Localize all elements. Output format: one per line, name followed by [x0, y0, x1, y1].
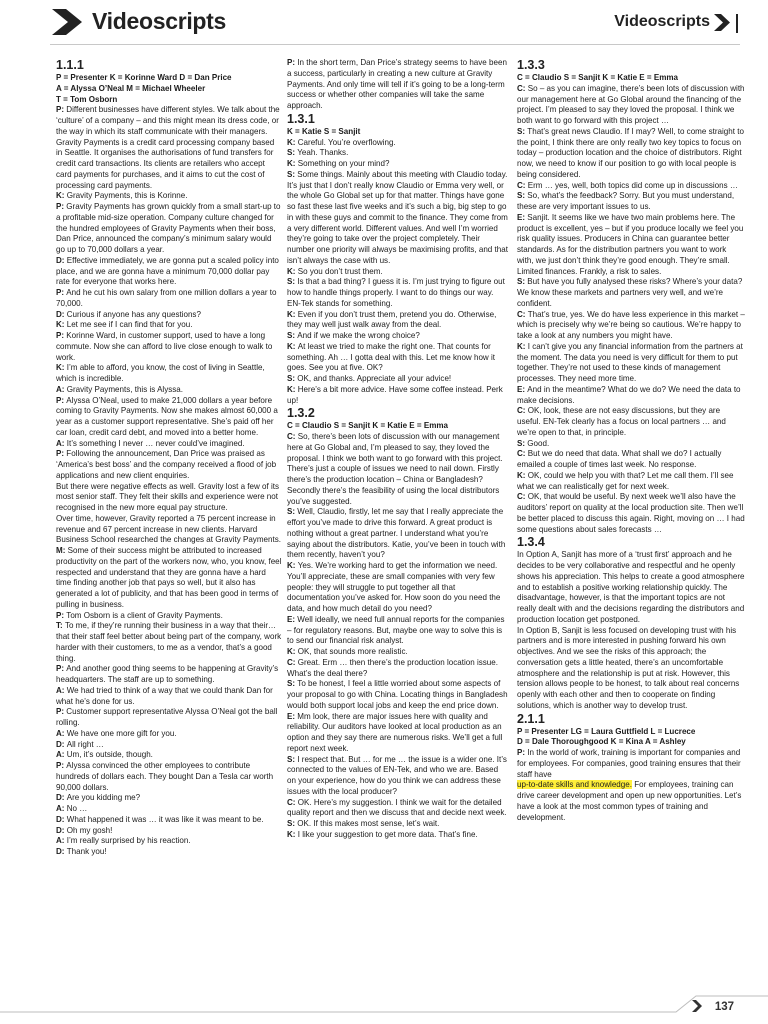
- speaker-label: P:: [56, 707, 67, 717]
- speaker-label: K:: [517, 341, 528, 351]
- cast-list: P = Presenter K = Korinne Ward D = Dan Price: [56, 73, 232, 82]
- speaker-label: P:: [517, 748, 528, 757]
- speaker-line: A: We have one more gift for you.: [56, 728, 177, 738]
- speaker-line: K: At least we tried to make the right one. That counts for something. Ah … I gotta deal with this. Let me know how it goes. See you at five. OK?: [287, 341, 495, 373]
- speaker-label: S:: [287, 819, 298, 828]
- speaker-label: P:: [56, 610, 67, 620]
- speaker-label: K:: [287, 829, 298, 839]
- speaker-label: D:: [56, 825, 67, 835]
- speaker-label: P:: [56, 449, 67, 459]
- speaker-label: S:: [287, 277, 298, 287]
- speaker-line: P: Korinne Ward, in customer support, used to have a long commute. Now she can afford to live close enough to walk to work.: [56, 331, 273, 362]
- speaker-line: C: OK, that would be useful. By next week we’ll also have the auditors’ report on quality at the local production site. Then we’ll be better placed to discuss this again. Right, moving on … I had some questions about sales forecasts …: [517, 492, 745, 534]
- cast-list: C = Claudio S = Sanjit K = Katie E = Emma: [287, 421, 448, 431]
- speaker-label: A:: [56, 384, 67, 394]
- cast-list: K = Katie S = Sanjit: [287, 126, 361, 136]
- header-rule: [50, 44, 740, 45]
- section-heading: 1.3.2: [287, 406, 315, 421]
- speaker-line: S: Well, Claudio, firstly, let me say that I really appreciate the effort you’ve made to drive this forward. A great product is nothing without a great partner. I understand what you’re saying about the distributors. Katie, you’ve been in touch with them recently, haven’t you?: [287, 507, 506, 560]
- section-title: Videoscripts: [92, 8, 227, 34]
- speaker-line: C: OK, look, these are not easy discussions, but they are useful. EN-Tek clearly has a focus on local partners … and we’re open to that, in principle.: [517, 406, 726, 437]
- speaker-line: A: Gravity Payments, this is Alyssa.: [56, 384, 184, 394]
- footer-rule: [0, 990, 768, 1024]
- speaker-label: S:: [287, 679, 298, 689]
- cast-list: A = Alyssa O’Neal M = Michael Wheeler: [56, 83, 206, 93]
- speaker-line: P: Customer support representative Alyssa O’Neal got the ball rolling.: [56, 707, 278, 727]
- speaker-line: P: Alyssa convinced the other employees to contribute hundreds of dollars each. They bought Dan a Tesla car worth 90,000 dollars.: [56, 761, 274, 792]
- speaker-label: K:: [287, 309, 298, 319]
- speaker-label: S:: [287, 507, 298, 517]
- speaker-label: C:: [287, 432, 298, 441]
- speaker-label: K:: [56, 363, 67, 373]
- speaker-line: up-to-date skills and knowledge. For employees, training can drive career development and open up new opportunities. Let’s have a look at the most common types of training and development.: [517, 780, 742, 822]
- speaker-label: D:: [56, 309, 67, 319]
- speaker-label: S:: [517, 438, 528, 448]
- speaker-line: K: Yes. We’re working hard to get the information we need. You’ll appreciate, these are small companies with very few people: they will struggle to put together all that documentation you’ve asked for. How soon do you need the data, and how much detail do you need?: [287, 561, 501, 613]
- speaker-line: D: Oh my gosh!: [56, 825, 113, 835]
- speaker-line: D: Are you kidding me?: [56, 793, 141, 803]
- speaker-label: D:: [56, 847, 67, 856]
- speaker-label: K:: [517, 470, 528, 480]
- speaker-line: A: No …: [56, 804, 88, 813]
- speaker-line: C: But we do need that data. What shall we do? I actually emailed a couple of times last week. No response.: [517, 449, 722, 469]
- highlighted-text: up-to-date skills and knowledge.: [517, 780, 632, 790]
- speaker-label: K:: [56, 191, 67, 201]
- speaker-label: P:: [56, 761, 67, 770]
- speaker-line: K: OK, that sounds more realistic.: [287, 647, 408, 656]
- transcript-column-3: [517, 58, 745, 823]
- speaker-label: P:: [56, 395, 67, 405]
- speaker-label: S:: [517, 277, 528, 287]
- speaker-line: D: What happened it was … it was like it was meant to be.: [56, 814, 264, 824]
- section-heading: 1.3.3: [517, 58, 545, 72]
- speaker-line: C: So – as you can imagine, there’s been lots of discussion with our management here at Go Global around the financing of the project. I’m pleased to say they loved the proposal. I think we both want to go forward with this project …: [517, 83, 745, 125]
- speaker-line: P: Tom Osborn is a client of Gravity Payments.: [56, 610, 223, 620]
- speaker-label: K:: [287, 647, 298, 656]
- speaker-line: K: I like your suggestion to get more data. That’s fine.: [287, 829, 478, 839]
- running-header: Videoscripts: [614, 13, 710, 30]
- cast-list: T = Tom Osborn: [56, 94, 118, 104]
- narration-paragraph: In Option B, Sanjit is less focused on developing trust with his partners and is more interested in pushing forward his own objectives. And we see the risks of this approach; the conversation gets a little heated, there’s an uncomfortable atmosphere and the relationship is put at risk. However, this tension allows people to be honest, to talk about real concerns openly with each other and then to cooperate on finding solutions, which is another way to develop trust.: [517, 625, 740, 710]
- speaker-label: S:: [287, 374, 298, 383]
- speaker-line: K: Even if you don’t trust them, pretend you do. Otherwise, they may well just walk away from the deal.: [287, 309, 497, 330]
- cast-list: C = Claudio S = Sanjit K = Katie E = Emma: [517, 73, 678, 82]
- speaker-label: P:: [56, 288, 67, 297]
- speaker-line: S: Some things. Mainly about this meeting with Claudio today. It’s just that I don’t really know Claudio or Emma very well, or the whole Go Global set up for that matter. Things have gone so fast these last five weeks and it’s such a big, big step to go in with these guys and commit to the finance. They come from a very different world. Different values. And well I’m worried they’re going to take over the project completely. Their number one priority will always be maximising profits, and that isn’t always the case with us.: [287, 169, 508, 265]
- speaker-line: D: Effective immediately, we are gonna put a scaled policy into place, and we are gonna have a minimum 70,000 dollar pay rate for everyone that works here.: [56, 255, 279, 287]
- narration-paragraph: Over time, however, Gravity reported a 75 percent increase in revenue and 67 percent increase in new clients. Harvard Business School researched the changes at Gravity Payments.: [56, 513, 281, 545]
- narration-paragraph: Gravity Payments is a credit card processing company based in Seattle. It organises the authorisations of fund transfers for credit card transactions. Its clients are retailers who accept card payments for purchases, and it aims to cut the cost of processing card payments.: [56, 137, 275, 190]
- speaker-label: P:: [56, 664, 67, 674]
- speaker-label: P:: [287, 58, 298, 67]
- speaker-label: C:: [517, 180, 528, 190]
- section-heading: 1.3.1: [287, 111, 315, 126]
- speaker-line: E: And in the meantime? What do we do? We need the data to make decisions.: [517, 384, 741, 405]
- chevron-right-icon: [52, 9, 82, 35]
- speaker-line: P: In the short term, Dan Price’s strategy seems to have been a success, particularly in creating a new culture at Gravity Payments. And only time will tell if it’s going to be a long-term success or whether other companies will take the same approach.: [287, 58, 507, 110]
- speaker-label: C:: [517, 83, 528, 93]
- speaker-label: A:: [56, 438, 67, 448]
- speaker-line: C: OK. Here’s my suggestion. I think we wait for the detailed quality report and then we discuss that and decide next week.: [287, 797, 507, 818]
- speaker-line: K: Let me see if I can find that for you.: [56, 320, 193, 330]
- narration-paragraph: In Option A, Sanjit has more of a ‘trust first’ approach and he decides to be very collaborative and respectful and he openly shows his appreciation. This helps to create a good atmosphere and to establish a positive working relationship quickly. The disadvantage, however, is that the important topics are not really dealt with and the decisions regarding the distributors and production location get postponed.: [517, 550, 745, 624]
- speaker-line: D: Curious if anyone has any questions?: [56, 309, 201, 319]
- speaker-line: A: We had tried to think of a way that we could thank Dan for what he’s done for us.: [56, 685, 273, 706]
- speaker-line: S: OK, and thanks. Appreciate all your advice!: [287, 374, 452, 383]
- chevron-right-icon: [692, 1000, 702, 1012]
- speaker-label: C:: [287, 657, 298, 667]
- speaker-label: S:: [517, 126, 528, 136]
- speaker-line: S: I respect that. But … for me … the issue is a wider one. It’s connected to the values of EN-Tek, and who we are. Based on your experience, how do you think we can address these issues with the local producer?: [287, 754, 507, 796]
- page-number: 137: [714, 1001, 734, 1013]
- speaker-label: A:: [56, 685, 67, 695]
- speaker-line: A: It’s something I never … never could’ve imagined.: [56, 438, 245, 448]
- section-heading: 1.1.1: [56, 58, 84, 72]
- speaker-label: D:: [56, 793, 67, 803]
- speaker-line: A: I’m really surprised by his reaction.: [56, 836, 191, 846]
- speaker-line: K: I can’t give you any financial information from the partners at the moment. The data you need is very difficult for them to put together. They’re not used to these kinds of management processes. They need more time.: [517, 341, 743, 383]
- transcript-column-1: [56, 58, 282, 858]
- speaker-line: P: In the world of work, training is important for companies and for employees. For companies, good training ensures that their staff have: [517, 748, 741, 779]
- speaker-label: A:: [56, 804, 67, 813]
- cast-list: D = Dale Thoroughgood K = Kina A = Ashley: [517, 737, 686, 747]
- speaker-label: K:: [287, 341, 298, 351]
- speaker-line: C: Erm … yes, well, both topics did come up in discussions …: [517, 180, 738, 190]
- chevron-right-icon: [714, 14, 730, 31]
- speaker-line: S: Yeah. Thanks.: [287, 148, 349, 158]
- speaker-label: S:: [287, 331, 298, 340]
- speaker-label: E:: [287, 614, 298, 624]
- speaker-label: K:: [287, 137, 298, 147]
- speaker-label: K:: [287, 159, 298, 168]
- header-divider: [736, 14, 738, 33]
- speaker-line: K: I’m able to afford, you know, the cost of living in Seattle, which is incredible.: [56, 363, 265, 383]
- speaker-line: P: Alyssa O’Neal, used to make 21,000 dollars a year before coming to Gravity Payments. Now she makes almost 60,000 a year as a customer support representative. She’s paid off her car loan, credit card debt, and moved into a better home.: [56, 395, 278, 437]
- speaker-label: K:: [287, 266, 298, 276]
- speaker-label: K:: [287, 384, 298, 394]
- speaker-line: S: Good.: [517, 438, 550, 448]
- speaker-label: P:: [56, 202, 67, 211]
- speaker-line: S: That’s great news Claudio. If I may? Well, to come straight to the point, I think there are only really two key topics to focus on today – production location and the choice of distributors. Right now, we need to know if our position to go with local people is being considered.: [517, 126, 744, 179]
- speaker-line: M: Some of their success might be attributed to increased productivity on the part of the workers now, who, you know, feel respected and understand that they are gonna have a hard time finding another job that pays so well, but it also has generated a lot of publicity, and that has been good in terms of pulling in business.: [56, 546, 282, 609]
- speaker-line: S: So, what’s the feedback? Sorry. But you must understand, these are very important issues to us.: [517, 191, 735, 211]
- speaker-line: P: Following the announcement, Dan Price was praised as ‘America’s best boss’ and the company received a flood of job applications and new client enquiries.: [56, 449, 277, 480]
- speaker-label: P:: [56, 331, 67, 340]
- speaker-line: C: So, there’s been lots of discussion with our management here at Go Global and, I’m pleased to say, they loved the proposal. I think we both want to go forward with this project. There’s just a couple of issues we need to nail down. Firstly there’s the production location – China or Bangladesh? Secondly there’s the feasibility of using the local distributors you’ve suggested.: [287, 432, 503, 506]
- narration-paragraph: But there were negative effects as well. Gravity lost a few of its most senior staff. They felt their skills and experience were not recognised in the new more equal pay structure.: [56, 481, 280, 512]
- speaker-line: E: Mm look, there are major issues here with quality and reliability. Our auditors have looked at local production as an option and they say there are numerous risks. We’ll get a full report next week.: [287, 711, 503, 753]
- speaker-label: C:: [287, 797, 298, 807]
- speaker-label: S:: [517, 191, 528, 201]
- speaker-line: P: Different businesses have different styles. We talk about the ‘culture’ of a company – and this might mean its dress code, or the way in which its staff communicate with their managers.: [56, 105, 280, 136]
- speaker-label: C:: [517, 309, 528, 319]
- speaker-label: E:: [517, 384, 528, 394]
- speaker-line: K: Gravity Payments, this is Korinne.: [56, 191, 188, 201]
- speaker-line: D: All right …: [56, 739, 104, 749]
- speaker-line: E: Sanjit. It seems like we have two main problems here. The product is excellent, yes – but if you produce locally we feel you risk quality issues. Producers in China can guarantee better standards. As for the distribution partners you want to work with, we just don’t think they’re good enough. They’re small. Limited finances. Frankly, a risk to sales.: [517, 212, 744, 276]
- speaker-line: C: That’s true, yes. We do have less experience in this market – which is precisely why we’re being so cautious. We’re happy to take a look at any numbers you might have.: [517, 309, 745, 340]
- speaker-label: K:: [287, 561, 298, 570]
- speaker-line: C: Great. Erm … then there’s the production location issue. What’s the deal there?: [287, 657, 498, 678]
- speaker-label: C:: [517, 449, 528, 459]
- section-heading: 2.1.1: [517, 711, 545, 726]
- speaker-label: A:: [56, 750, 67, 760]
- speaker-label: T:: [56, 621, 65, 631]
- speaker-label: C:: [517, 406, 528, 416]
- speaker-line: K: Careful. You’re overflowing.: [287, 137, 396, 147]
- speaker-line: K: OK, could we help you with that? Let me call them. I’ll see what we can realistically get for next week.: [517, 470, 734, 491]
- speaker-label: K:: [56, 320, 67, 330]
- speaker-line: A: Um, it’s outside, though.: [56, 750, 153, 760]
- speaker-line: S: But have you fully analysed these risks? Where’s your data? We know these markets and partners very well, and we’re confident.: [517, 277, 743, 308]
- transcript-column-2: [287, 58, 509, 841]
- speaker-label: A:: [56, 836, 67, 846]
- page-footer: [0, 990, 768, 1024]
- speaker-line: S: To be honest, I feel a little worried about some aspects of your proposal to go with China. Locating things in Bangladesh would both support local jobs and keep the end price down.: [287, 679, 508, 710]
- speaker-line: S: OK. If this makes most sense, let’s wait.: [287, 819, 440, 828]
- speaker-label: A:: [56, 728, 67, 738]
- speaker-label: D:: [56, 739, 67, 749]
- speaker-line: E: Well ideally, we need full annual reports for the companies – for regulatory reasons. But, maybe one way to solve this is to send our financial risk analyst.: [287, 614, 505, 646]
- speaker-label: C:: [517, 492, 528, 502]
- speaker-line: D: Thank you!: [56, 847, 107, 856]
- speaker-label: S:: [287, 169, 298, 179]
- speaker-line: K: Something on your mind?: [287, 159, 390, 168]
- section-heading: 1.3.4: [517, 535, 545, 550]
- speaker-label: P:: [56, 105, 67, 115]
- speaker-label: S:: [287, 754, 298, 764]
- speaker-label: E:: [517, 212, 528, 222]
- speaker-label: D:: [56, 255, 67, 265]
- speaker-line: K: So you don’t trust them.: [287, 266, 383, 276]
- speaker-label: S:: [287, 148, 298, 158]
- speaker-label: M:: [56, 546, 68, 555]
- speaker-line: T: To me, if they’re running their business in a way that their…that their staff feel better about being part of the company, work harder with their customers, to me as a vendor, that’s a good thing.: [56, 621, 282, 663]
- speaker-line: K: Here’s a bit more advice. Have some coffee instead. Perk up!: [287, 384, 503, 405]
- speaker-line: S: And if we make the wrong choice?: [287, 331, 420, 340]
- speaker-line: P: And he cut his own salary from one million dollars a year to 70,000.: [56, 288, 277, 308]
- speaker-label: E:: [287, 711, 298, 721]
- cast-list: P = Presenter LG = Laura Guttfield L = Lucrece: [517, 726, 696, 736]
- speaker-line: P: Gravity Payments has grown quickly from a small start-up to a profitable mid-size operation. Company culture changed for the hundred employees of Gravity Payments when their boss, Dan Price, announced the company’s minimum salary would go up to 70,000 dollars a year.: [56, 202, 281, 254]
- speaker-label: D:: [56, 814, 67, 824]
- page-header: [0, 0, 768, 46]
- speaker-line: S: Is that a bad thing? I guess it is. I’m just trying to figure out how to handle things properly. I want to do things our way. EN-Tek stands for something.: [287, 277, 505, 308]
- speaker-line: P: And another good thing seems to be happening at Gravity’s headquarters. The staff are up to something.: [56, 664, 279, 684]
